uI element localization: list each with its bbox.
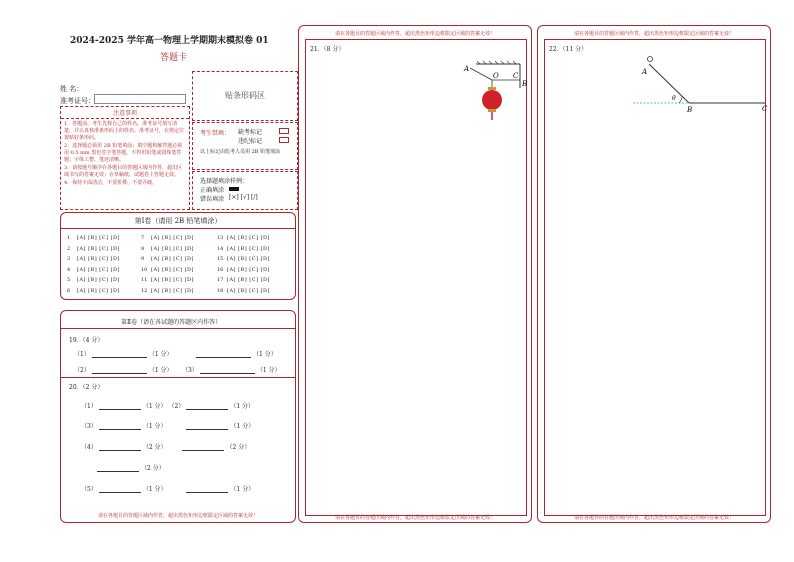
mc-options[interactable]: [A] [B] [C] [D] xyxy=(77,256,120,262)
q19-row1b[interactable]: （1 分） xyxy=(194,349,277,358)
mc-question-number: 4 xyxy=(67,266,71,273)
notice-item: 2．选择题必须用 2B 铅笔填涂；填空题和解答题必须用 0.5 mm 黑色签字笔答题，不得用铅笔或圆珠笔答题；字体工整、笔迹清晰。 xyxy=(64,143,183,163)
q20-row2[interactable]: （3） （1 分） （1 分） xyxy=(81,423,255,430)
mc-question-number: 16 xyxy=(217,266,224,273)
mc-question-number: 9 xyxy=(141,256,145,262)
q20-row4[interactable]: （2 分） xyxy=(95,463,165,472)
mc-options[interactable]: [A] [B] [C] [D] xyxy=(227,245,270,252)
q21-fig-label: A xyxy=(464,65,470,73)
exam-status-box xyxy=(192,122,298,170)
q20-row3[interactable]: （4） （2 分） （2 分） xyxy=(81,444,251,451)
q20-row5[interactable]: （5） （1 分） （1 分） xyxy=(81,486,255,493)
mc-options[interactable]: [A] [B] [C] [D] xyxy=(77,235,120,241)
warning-text-top: 请在各题目的答题区域内作答，超出黑色矩形边框限定区域的答案无效！ xyxy=(334,31,495,37)
q19-row1[interactable]: （1） （1 分） xyxy=(74,351,173,358)
mc-question-number: 15 xyxy=(217,256,224,262)
fill-example-box xyxy=(192,171,298,210)
mc-options[interactable]: [A] [B] [C] [D] xyxy=(227,266,270,273)
absent-checkbox[interactable] xyxy=(279,128,289,134)
part2-box xyxy=(60,310,296,523)
q21-label: 21．（8 分） xyxy=(310,46,345,53)
mc-question-number: 7 xyxy=(141,235,145,241)
violation-checkbox[interactable] xyxy=(279,137,289,143)
notice-item: 3．请按题号顺序在各题目的答题区域内作答，超出区域书写的答案无效；在草稿纸、试题卷上答题无效。 xyxy=(64,165,183,178)
mc-options[interactable]: [A] [B] [C] [D] xyxy=(227,235,270,241)
mc-question-number: 2 xyxy=(67,245,71,252)
part1-title: 第Ⅰ卷（请用 2B 铅笔填涂） xyxy=(61,213,295,229)
warning-text-bottom: 请在各题目的答题区域内作答，超出黑色矩形边框限定区域的答案无效！ xyxy=(334,515,495,521)
q22-label: 22．（11 分） xyxy=(549,46,588,53)
mc-options[interactable]: [A] [B] [C] [D] xyxy=(77,277,120,283)
status-label: 考生禁填： xyxy=(200,130,231,137)
mc-question-number: 1 xyxy=(67,235,71,241)
mc-question-number: 8 xyxy=(141,245,145,252)
mc-options[interactable]: [A] [B] [C] [D] xyxy=(151,277,194,283)
id-label: 准考证号： xyxy=(60,97,95,105)
part2-title: 第Ⅱ卷（请在各试题的答题区内作答） xyxy=(121,319,222,326)
q21-lantern-figure xyxy=(456,62,526,132)
q21-fig-label: B xyxy=(522,80,528,88)
mc-question-row[interactable] xyxy=(217,246,270,252)
name-label: 姓 名： xyxy=(60,85,84,93)
multiple-choice-grid xyxy=(61,229,295,299)
mc-question-row[interactable] xyxy=(67,246,120,252)
mc-options[interactable]: [A] [B] [C] [D] xyxy=(151,256,194,262)
notice-title: 注意事项 xyxy=(61,107,189,119)
correct-fill-label: 正确填涂 xyxy=(200,187,225,194)
part1-box xyxy=(60,212,296,300)
mc-question-row[interactable] xyxy=(217,267,270,273)
status-note: 以上标记由监考人员用 2B 铅笔填涂 xyxy=(200,149,281,155)
mc-question-number: 6 xyxy=(67,287,71,294)
mc-options[interactable]: [A] [B] [C] [D] xyxy=(151,245,194,252)
exam-title: 2024-2025 学年高一物理上学期期末模拟卷 01 xyxy=(70,36,269,46)
wrong-fill-label: 错误填涂 xyxy=(200,196,225,203)
q19-row2b[interactable]: （3） （1 分） xyxy=(182,367,281,374)
mc-options[interactable]: [A] [B] [C] [D] xyxy=(151,287,194,294)
id-boxes[interactable] xyxy=(94,94,186,104)
mc-question-number: 10 xyxy=(141,266,148,273)
warning-text-bottom: 请在各题目的答题区域内作答，超出黑色矩形边框限定区域的答案无效！ xyxy=(573,515,734,521)
q21-box xyxy=(298,25,532,523)
mc-question-row[interactable] xyxy=(67,277,120,283)
q22-fig-label: C xyxy=(762,105,768,113)
q20-label: 20．（2 分） xyxy=(69,384,104,391)
mc-question-number: 18 xyxy=(217,287,224,294)
correct-fill-mark xyxy=(229,187,239,191)
notice-item: 4．保持卡面清洁，不要折叠、不要弄破。 xyxy=(64,180,158,186)
fill-example-title: 选择题填涂样例： xyxy=(200,178,249,185)
mc-question-row[interactable] xyxy=(67,267,120,273)
mc-question-number: 3 xyxy=(67,256,71,262)
mc-question-number: 11 xyxy=(141,277,148,283)
mc-question-number: 14 xyxy=(217,245,224,252)
notice-item: 1．答题前，考生先将自己的姓名，准考证号填写清楚，并认真核准条形码上的姓名、准考证号，在规定位置贴好条形码。 xyxy=(64,121,185,141)
q22-incline-figure xyxy=(625,54,775,119)
mc-question-row[interactable] xyxy=(67,288,120,294)
barcode-area xyxy=(192,71,298,121)
mc-question-number: 12 xyxy=(141,287,148,294)
mc-question-number: 13 xyxy=(217,235,224,241)
mc-question-row[interactable] xyxy=(217,288,270,294)
wrong-fill-marks: [×] [√] [/] xyxy=(229,194,258,201)
answer-card-label: 答题卡 xyxy=(160,53,188,63)
mc-options[interactable]: [A] [B] [C] [D] xyxy=(227,256,270,262)
barcode-label: 贴条形码区 xyxy=(225,91,265,100)
q21-fig-label: O xyxy=(493,72,499,80)
mc-question-row[interactable] xyxy=(141,277,194,283)
q22-fig-label: A xyxy=(642,68,648,76)
q20-row1[interactable]: （1） （1 分） （2） （1 分） xyxy=(81,403,255,410)
mc-question-row[interactable] xyxy=(141,288,194,294)
notice-box xyxy=(60,106,190,210)
mc-question-row[interactable] xyxy=(217,277,270,283)
mc-options[interactable]: [A] [B] [C] [D] xyxy=(151,235,194,241)
absent-label: 缺考标记 xyxy=(238,129,263,136)
mc-options[interactable]: [A] [B] [C] [D] xyxy=(77,287,120,294)
violation-label: 违纪标记 xyxy=(238,138,263,145)
q19-label: 19．（4 分） xyxy=(69,337,104,344)
q22-fig-label: θ xyxy=(672,95,676,102)
q22-fig-label: B xyxy=(687,106,693,114)
mc-question-number: 17 xyxy=(217,277,224,283)
mc-options[interactable]: [A] [B] [C] [D] xyxy=(227,287,270,294)
mc-question-row[interactable] xyxy=(141,256,194,262)
mc-question-row[interactable] xyxy=(67,235,120,241)
mc-options[interactable]: [A] [B] [C] [D] xyxy=(77,266,120,273)
mc-question-row[interactable] xyxy=(217,256,270,262)
warning-text: 请在各题目的答题区域内作答，超出黑色矩形边框限定区域的答案无效！ xyxy=(97,513,258,519)
mc-question-row[interactable] xyxy=(67,256,120,262)
warning-text-top: 请在各题目的答题区域内作答，超出黑色矩形边框限定区域的答案无效！ xyxy=(573,31,734,37)
mc-question-row[interactable] xyxy=(141,246,194,252)
mc-question-row[interactable] xyxy=(217,235,270,241)
mc-question-row[interactable] xyxy=(141,235,194,241)
mc-options[interactable]: [A] [B] [C] [D] xyxy=(151,266,194,273)
q22-box xyxy=(537,25,771,523)
q21-fig-label: C xyxy=(513,72,519,80)
mc-options[interactable]: [A] [B] [C] [D] xyxy=(227,277,270,283)
mc-options[interactable]: [A] [B] [C] [D] xyxy=(77,245,120,252)
mc-question-number: 5 xyxy=(67,277,71,283)
mc-question-row[interactable] xyxy=(141,267,194,273)
q19-row2[interactable]: （2） （1 分） xyxy=(74,367,173,374)
